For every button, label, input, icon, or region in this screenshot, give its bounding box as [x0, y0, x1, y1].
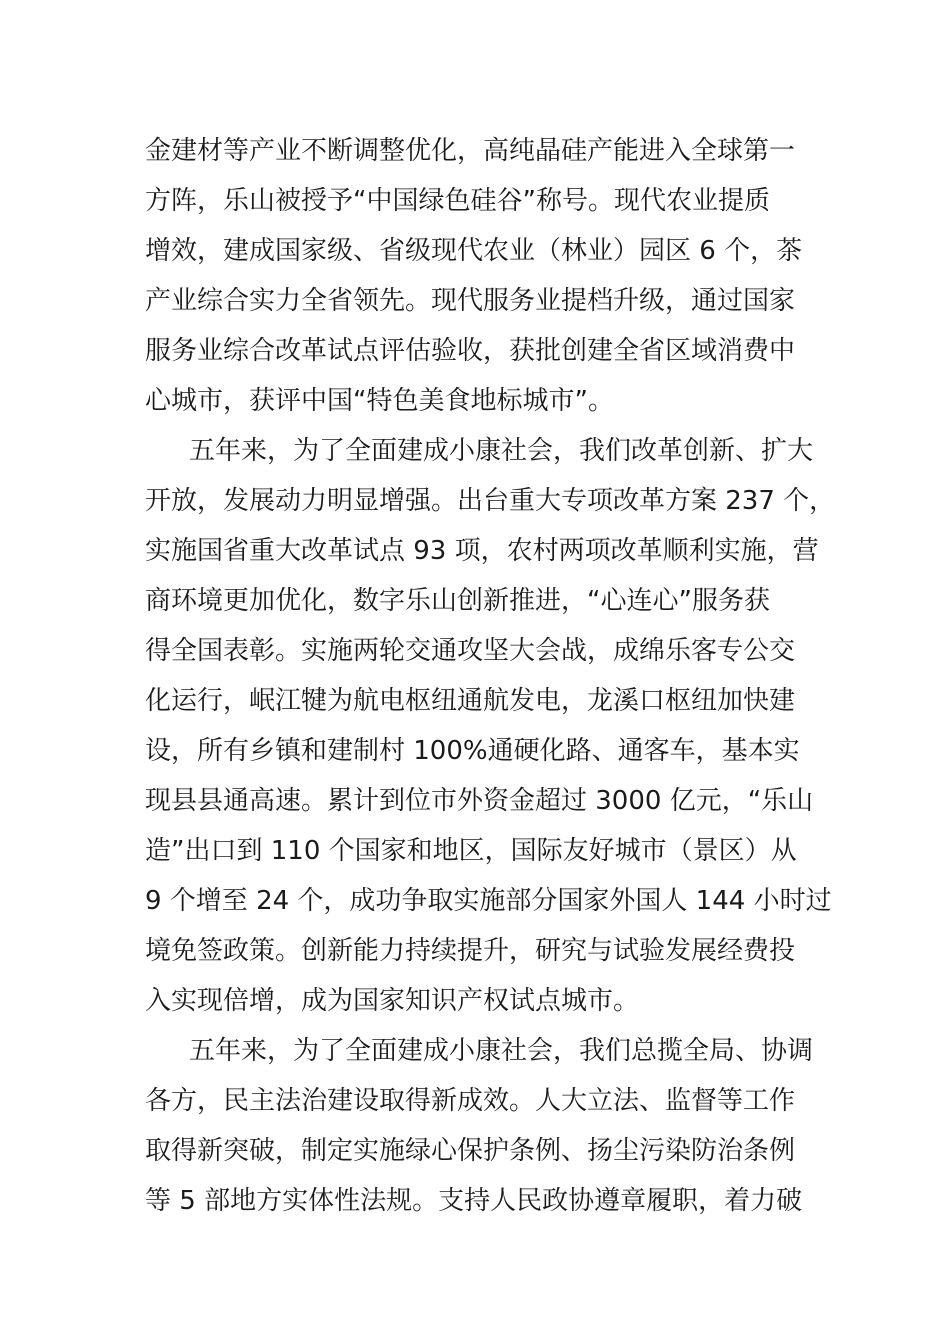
text-line: 化运行，岷江犍为航电枢纽通航发电，龙溪口枢纽加快建: [145, 686, 796, 716]
text-line: 等 5 部地方实体性法规。支持人民政协遵章履职，着力破: [145, 1186, 803, 1216]
text-line: 五年来，为了全面建成小康社会，我们总揽全局、协调: [189, 1036, 814, 1066]
text-line: 取得新突破，制定实施绿心保护条例、扬尘污染防治条例: [145, 1136, 796, 1166]
body-text: [145, 126, 836, 1226]
text-line: 9 个增至 24 个，成功争取实施部分国家外国人 144 小时过: [145, 886, 832, 916]
text-line: 方阵，乐山被授予“中国绿色硅谷”称号。现代农业提质: [145, 186, 770, 216]
text-line: 商环境更加优化，数字乐山创新推进，“心连心”服务获: [145, 586, 770, 616]
text-line: 现县县通高速。累计到位市外资金超过 3000 亿元，“乐山: [145, 786, 814, 816]
text-line: 造”出口到 110 个国家和地区，国际友好城市（景区）从: [145, 836, 797, 866]
text-line: 得全国表彰。实施两轮交通攻坚大会战，成绵乐客专公交: [145, 636, 796, 666]
paragraph-2: [145, 426, 836, 1026]
text-line: 实施国省重大改革试点 93 项，农村两项改革顺利实施，营: [145, 536, 819, 566]
text-line: 五年来，为了全面建成小康社会，我们改革创新、扩大: [189, 436, 814, 466]
text-line: 金建材等产业不断调整优化，高纯晶硅产能进入全球第一: [145, 136, 796, 166]
text-line: 境免签政策。创新能力持续提升，研究与试验发展经费投: [145, 936, 796, 966]
text-line: 增效，建成国家级、省级现代农业（林业）园区 6 个，茶: [145, 236, 803, 266]
text-line: 产业综合实力全省领先。现代服务业提档升级，通过国家: [145, 286, 796, 316]
paragraph-1: [145, 126, 810, 426]
text-line: 心城市，获评中国“特色美食地标城市”。: [145, 386, 614, 416]
text-line: 服务业综合改革试点评估验收，获批创建全省区域消费中: [145, 336, 796, 366]
paragraph-3: [145, 1026, 814, 1226]
text-line: 设，所有乡镇和建制村 100%通硬化路、通客车，基本实: [145, 736, 800, 766]
text-line: 入实现倍增，成为国家知识产权试点城市。: [145, 986, 640, 1016]
text-line: 各方，民主法治建设取得新成效。人大立法、监督等工作: [145, 1086, 796, 1116]
text-line: 开放，发展动力明显增强。出台重大专项改革方案 237 个，: [145, 486, 836, 516]
